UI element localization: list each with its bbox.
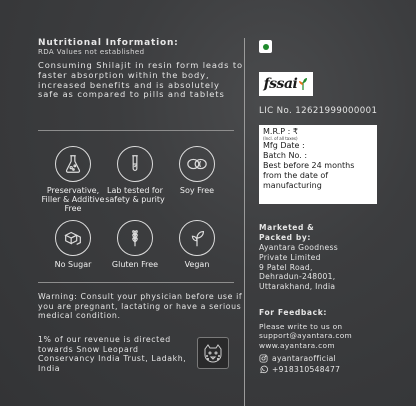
nutrition-description: Consuming Shilajit in resin form leads to faster absorption within the body, increased benefits and is absolutely safe as compared to pills and tablets xyxy=(38,60,243,100)
fssai-logo xyxy=(259,72,313,96)
badge-label: Gluten Free xyxy=(111,260,159,269)
address-line: Ayantara Goodness xyxy=(259,243,338,252)
feedback-heading: For Feedback: xyxy=(259,308,328,317)
feedback-line: Please write to us on xyxy=(259,322,343,331)
badge-gluten-free xyxy=(100,220,170,269)
badge-label: Vegan xyxy=(184,260,210,269)
flask-icon xyxy=(55,146,91,182)
phone-number xyxy=(259,365,340,374)
section-divider xyxy=(38,130,234,131)
warning-text: Warning: Consult your physician before use if you are pregnant, lactating or have a serious medical condition. xyxy=(38,292,243,321)
batch-number-label: Batch No. : xyxy=(263,151,308,160)
expiry-text: Best before 24 months from the date of manufacturing xyxy=(263,161,355,190)
test-tube-icon xyxy=(117,146,153,182)
address-line: 9 Patel Road, xyxy=(259,262,313,272)
badge-label: No Sugar xyxy=(54,260,92,269)
nutrition-subheading: RDA Values not established xyxy=(38,48,145,56)
badge-label: Preservative, Filler & Additive Free xyxy=(41,186,105,213)
marketer-address xyxy=(259,243,338,292)
address-line: Private Limited xyxy=(259,252,321,262)
badge-lab-tested xyxy=(100,146,170,204)
license-number: LIC No. 12621999000001 xyxy=(259,106,378,116)
section-divider xyxy=(38,282,234,283)
mrp-tax-note: (Incl. of all taxes) xyxy=(263,136,298,141)
instagram-text: ayantaraofficial xyxy=(272,354,336,363)
nutrition-heading: Nutritional Information: xyxy=(38,38,179,48)
mrp-label: M.R.P : ₹ xyxy=(263,127,298,136)
address-line: Dehradun-248001, xyxy=(259,272,336,282)
badge-soy-free xyxy=(162,146,232,195)
sugar-cube-icon xyxy=(55,220,91,256)
snow-leopard-logo xyxy=(197,337,229,369)
instagram-handle xyxy=(259,354,336,363)
badge-label: Soy Free xyxy=(179,186,215,195)
phone-text: +918310548477 xyxy=(272,365,341,374)
website: www.ayantara.com xyxy=(259,340,335,350)
veg-mark-icon xyxy=(259,40,272,53)
support-email: support@ayantara.com xyxy=(259,331,353,341)
badge-preservative-free xyxy=(38,146,108,213)
mfg-date-label: Mfg Date : xyxy=(263,141,305,150)
charity-text: 1% of our revenue is directed towards Snow Leopard Conservancy India Trust, Ladakh, India xyxy=(38,335,187,373)
fssai-leaf-icon xyxy=(298,77,308,91)
badge-label: Lab tested for safety & purity xyxy=(105,186,165,204)
address-line: Uttarakhand, India xyxy=(259,282,336,292)
column-divider xyxy=(244,38,245,406)
marketer-heading: Marketed & Packed by: xyxy=(259,223,315,242)
feedback-body xyxy=(259,322,352,350)
whatsapp-icon xyxy=(259,365,268,374)
instagram-icon xyxy=(259,354,268,363)
plant-icon xyxy=(179,220,215,256)
badge-no-sugar xyxy=(38,220,108,269)
wheat-icon xyxy=(117,220,153,256)
badge-vegan xyxy=(162,220,232,269)
price-batch-box xyxy=(259,125,377,204)
soybean-icon xyxy=(179,146,215,182)
fssai-logo-text: fssai xyxy=(263,76,298,92)
